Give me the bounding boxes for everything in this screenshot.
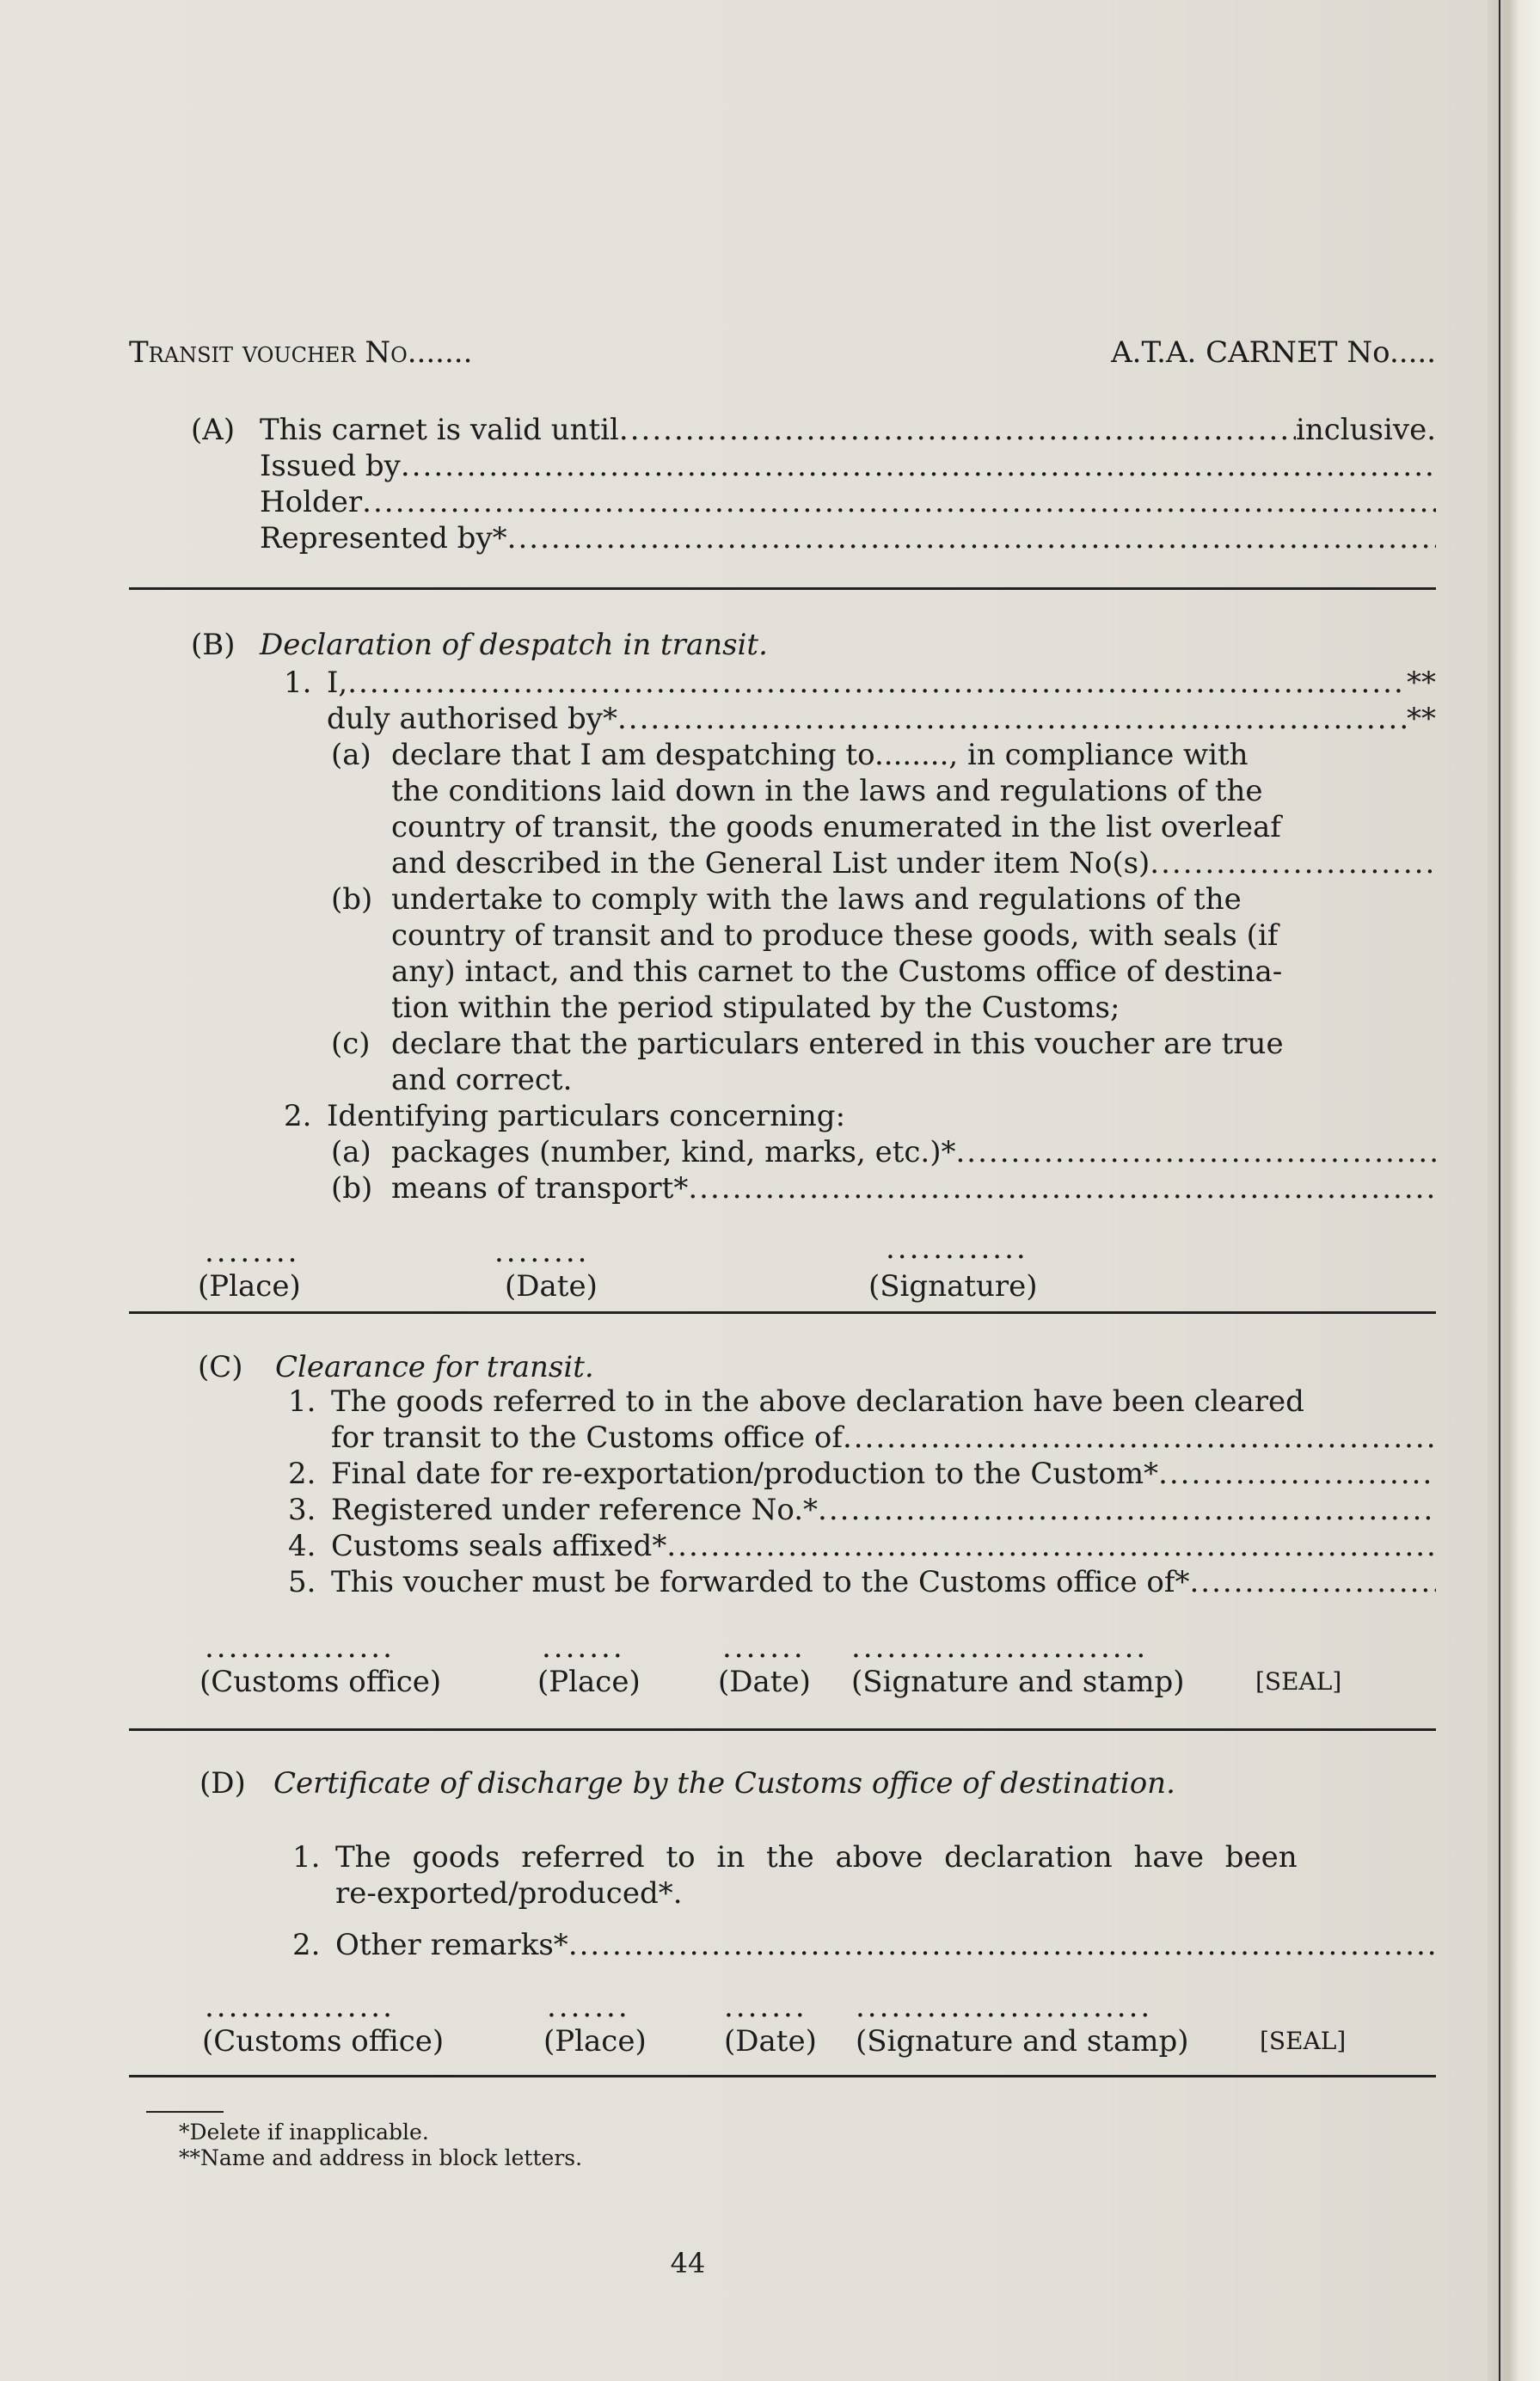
authorised-label: duly authorised by* [327, 702, 617, 736]
seals-number: 4. [288, 1529, 316, 1563]
particulars-number: 2. [284, 1099, 312, 1133]
cleared-row-1 [129, 1383, 1436, 1421]
office-dots-c: ................ [205, 1630, 395, 1665]
place-label-c: (Place) [537, 1665, 641, 1699]
clause-a-line-1 [129, 736, 1436, 774]
represented-by-field [507, 519, 1436, 557]
office-dots-d: ................ [205, 1990, 395, 2024]
office-label-d: (Customs office) [202, 2024, 445, 2059]
remarks-number: 2. [292, 1928, 321, 1962]
clause-b-label: (b) [331, 882, 373, 917]
final-date-label: Final date for re-exportation/production to the Custom* [331, 1457, 1159, 1491]
clause-b-line-4 [129, 989, 1436, 1027]
packages-row [129, 1133, 1436, 1171]
packages-label-letter: (a) [331, 1135, 371, 1169]
office-label-c: (Customs office) [199, 1665, 442, 1699]
page-number-text: 44 [670, 2247, 706, 2280]
cleared-number: 1. [288, 1384, 316, 1419]
seal-label-d: [SEAL] [1260, 2027, 1347, 2055]
transit-office-field [843, 1419, 1436, 1457]
particulars-heading [129, 1097, 1436, 1135]
place-dots-d: ....... [547, 1990, 630, 2024]
clause-b-text-3: any) intact, and this carnet to the Customs office of destina- [391, 954, 1283, 989]
seals-label: Customs seals affixed* [331, 1529, 667, 1563]
clause-b-line-3 [129, 953, 1436, 991]
footnote-block-letters: **Name and address in block letters. [179, 2145, 583, 2170]
footnote-delete: *Delete if inapplicable. [179, 2120, 429, 2145]
clause-b-line-1 [129, 881, 1436, 918]
discharge-text-2: re-exported/produced*. [335, 1876, 683, 1911]
carnet-number: A.T.A. CARNET No..... [1111, 335, 1436, 370]
section-b-title: Declaration of despatch in transit. [260, 628, 768, 662]
packages-label: packages (number, kind, marks, etc.)* [391, 1135, 956, 1169]
discharge-text-1: The goods referred to in the above declaration have been [335, 1840, 1298, 1875]
discharge-number: 1. [292, 1840, 321, 1875]
declarant-row [129, 664, 1436, 702]
divider-d [129, 2075, 1436, 2077]
authorised-field [617, 700, 1407, 738]
page-edge-line [1499, 0, 1500, 2381]
authorised-row [129, 700, 1436, 738]
forward-row [129, 1563, 1436, 1601]
holder-row [129, 483, 1436, 521]
represented-by-row [129, 519, 1436, 557]
declarant-number: 1. [284, 666, 312, 700]
cleared-text-1: The goods referred to in the above declaration have been cleared [331, 1384, 1304, 1419]
particulars-label: Identifying particulars concerning: [327, 1099, 846, 1133]
item-numbers-field [1150, 844, 1436, 882]
clause-a-line-2 [129, 772, 1436, 810]
date-dots-d: ....... [724, 1990, 807, 2024]
date-label-c: (Date) [718, 1665, 811, 1699]
clause-c-line-2 [129, 1061, 1436, 1099]
place-label-b: (Place) [198, 1269, 301, 1304]
declarant-field [347, 664, 1407, 702]
date-label-d: (Date) [724, 2024, 817, 2059]
clause-a-line-4 [129, 844, 1436, 882]
divider-b [129, 1311, 1436, 1314]
final-date-row [129, 1455, 1436, 1493]
clause-a-line-3 [129, 808, 1436, 846]
forward-number: 5. [288, 1565, 316, 1599]
section-b-heading [129, 626, 1436, 664]
issued-by-row [129, 447, 1436, 485]
clause-c-text-1: declare that the particulars entered in this voucher are true [391, 1027, 1284, 1061]
seals-field [666, 1527, 1436, 1565]
remarks-label: Other remarks* [335, 1928, 568, 1962]
signature-label-c: (Signature and stamp) [851, 1665, 1185, 1699]
divider-c [129, 1728, 1436, 1731]
section-c-heading [129, 1348, 1436, 1386]
cleared-text-2: for transit to the Customs office of [331, 1421, 843, 1455]
date-dots-b: ........ [494, 1235, 590, 1269]
discharge-row-1 [129, 1838, 1436, 1876]
reference-label: Registered under reference No.* [331, 1493, 819, 1527]
voucher-header [129, 334, 1436, 371]
holder-field [362, 483, 1436, 521]
signature-dots-c: ......................... [851, 1630, 1149, 1665]
valid-until-field [619, 411, 1296, 449]
cleared-row-2 [129, 1419, 1436, 1457]
signature-label-b: (Signature) [868, 1269, 1038, 1304]
clause-a-text-3: country of transit, the goods enumerated in the list overleaf [391, 810, 1281, 844]
divider-a [129, 587, 1436, 590]
signature-dots-b: ............ [886, 1231, 1028, 1266]
section-b-label: (B) [191, 628, 236, 662]
date-label-b: (Date) [505, 1269, 598, 1304]
forward-label: This voucher must be forwarded to the Customs office of* [331, 1565, 1190, 1599]
clause-c-label: (c) [331, 1027, 371, 1061]
page-number [129, 2244, 1436, 2282]
clause-a-text-1: declare that I am despatching to........, in compliance with [391, 738, 1249, 772]
clause-b-text-4: tion within the period stipulated by the Customs; [391, 991, 1120, 1025]
declarant-label: I, [327, 666, 348, 700]
represented-by-label: Represented by* [260, 521, 507, 555]
remarks-field [568, 1926, 1436, 1964]
voucher-content [129, 0, 1436, 2381]
issued-by-label: Issued by [260, 449, 401, 483]
signature-dots-d: ......................... [856, 1990, 1153, 2024]
section-c-label: (C) [198, 1350, 243, 1384]
reference-field [818, 1491, 1436, 1529]
place-label-d: (Place) [543, 2024, 647, 2059]
signature-labels-b [129, 1267, 1436, 1305]
valid-until-row [129, 411, 1436, 449]
clause-a-text-2: the conditions laid down in the laws and regulations of the [391, 774, 1263, 808]
declarant-suffix: ** [1407, 666, 1436, 700]
seal-label-c: [SEAL] [1255, 1667, 1342, 1696]
clause-a-label: (a) [331, 738, 371, 772]
section-a-label: (A) [191, 413, 236, 447]
final-date-field [1158, 1455, 1436, 1493]
place-dots-b: ........ [205, 1235, 300, 1269]
date-dots-c: ....... [722, 1630, 806, 1665]
section-d-label: (D) [199, 1766, 246, 1801]
clause-b-line-2 [129, 917, 1436, 954]
section-c-title: Clearance for transit. [275, 1350, 594, 1384]
authorised-suffix: ** [1407, 702, 1436, 736]
clause-b-text-1: undertake to comply with the laws and regulations of the [391, 882, 1242, 917]
forward-field [1189, 1563, 1436, 1601]
reference-number: 3. [288, 1493, 316, 1527]
clause-a-text-4: and described in the General List under item No(s) [391, 846, 1150, 881]
holder-label: Holder [260, 485, 363, 519]
signature-label-d: (Signature and stamp) [856, 2024, 1189, 2059]
discharge-row-2 [129, 1875, 1436, 1912]
packages-field [956, 1133, 1437, 1171]
clause-c-line-1 [129, 1025, 1436, 1063]
transport-label-letter: (b) [331, 1171, 373, 1206]
inclusive-label: inclusive. [1295, 413, 1436, 447]
valid-until-label: This carnet is valid until [260, 413, 619, 447]
section-d-heading [129, 1764, 1436, 1802]
transport-label: means of transport* [391, 1171, 689, 1206]
signature-labels-c [129, 1663, 1436, 1701]
reference-row [129, 1491, 1436, 1529]
place-dots-c: ....... [542, 1630, 625, 1665]
transport-field [688, 1169, 1436, 1207]
clause-c-text-2: and correct. [391, 1063, 573, 1097]
remarks-row [129, 1926, 1436, 1964]
section-d-title: Certificate of discharge by the Customs office of destination. [273, 1766, 1175, 1801]
transit-voucher-number: Transit voucher No....... [129, 335, 473, 370]
issued-by-field [401, 447, 1436, 485]
transport-row [129, 1169, 1436, 1207]
clause-b-text-2: country of transit and to produce these goods, with seals (if [391, 918, 1279, 953]
signature-labels-d [129, 2022, 1436, 2060]
final-date-number: 2. [288, 1457, 316, 1491]
seals-row [129, 1527, 1436, 1565]
page-gutter [1488, 0, 1540, 2381]
footnote-rule [146, 2111, 224, 2113]
